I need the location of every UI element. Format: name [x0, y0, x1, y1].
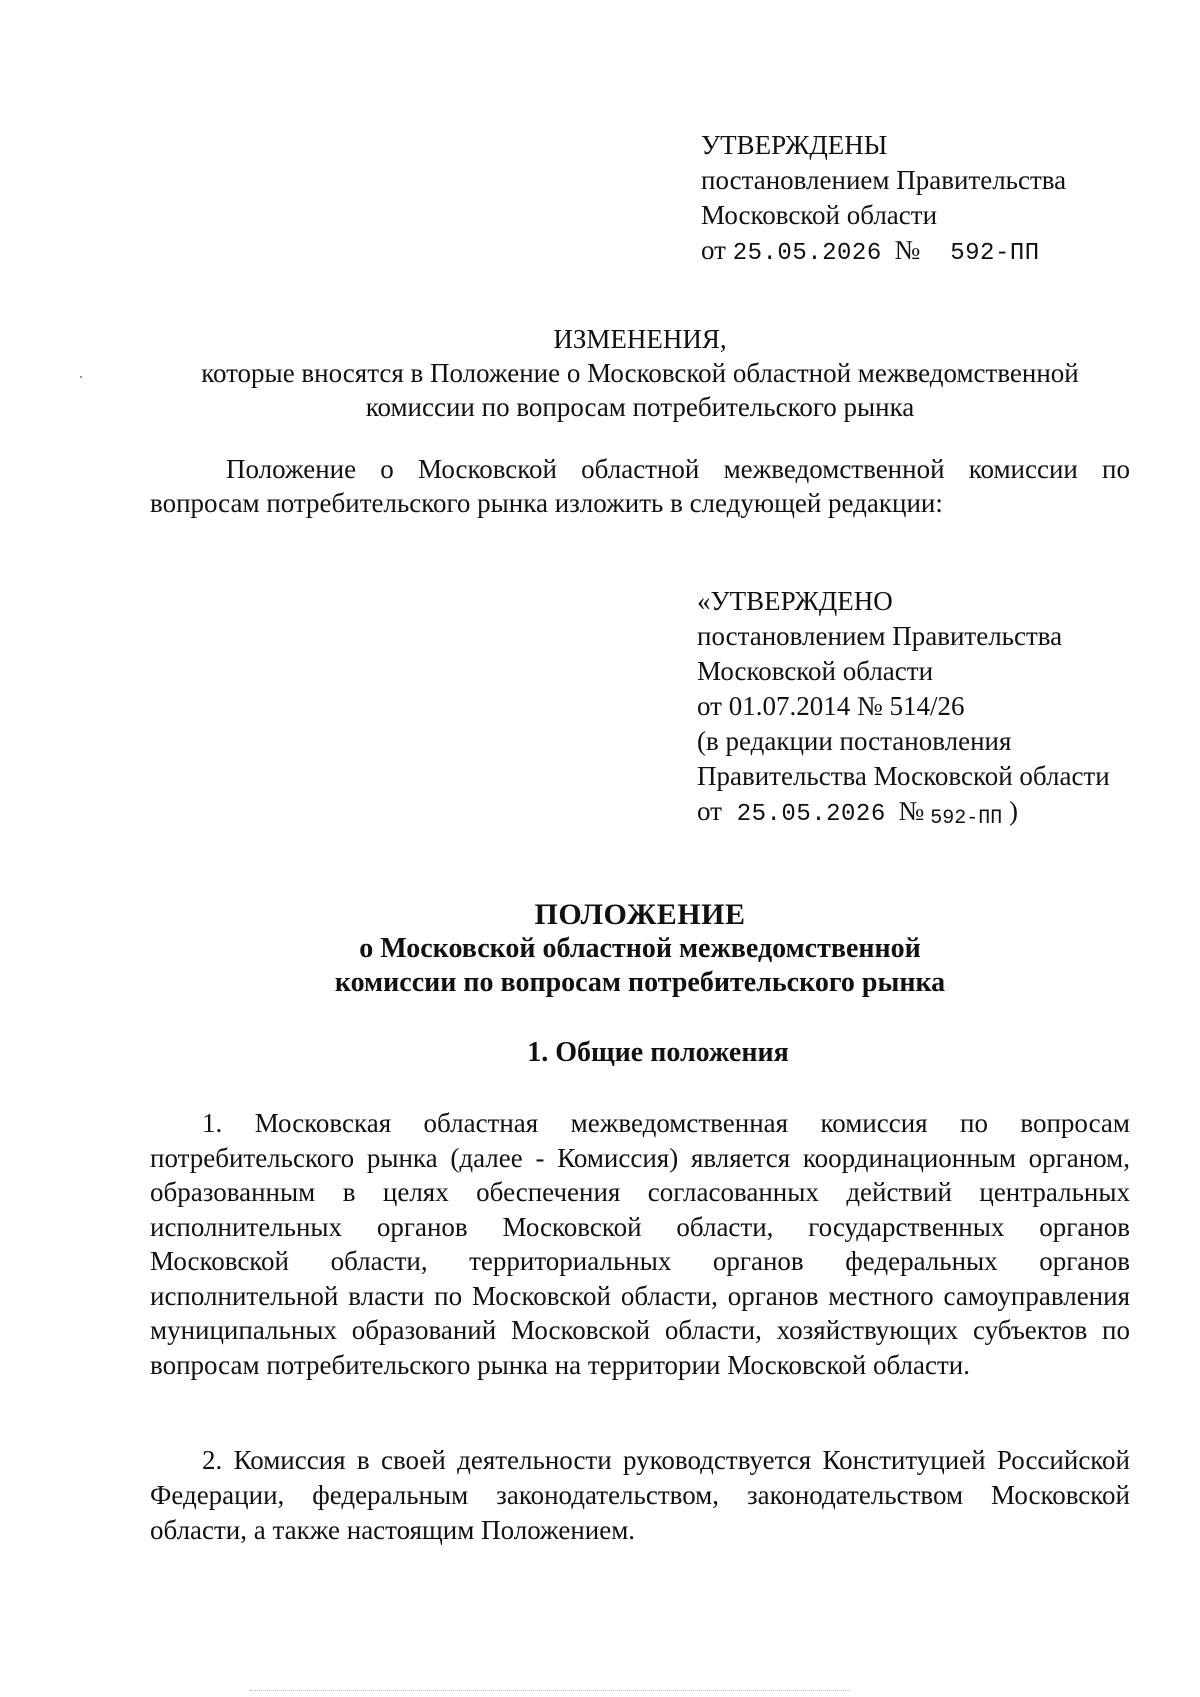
- approval-date-line: [697, 794, 1110, 833]
- scan-speck: [80, 376, 82, 378]
- approval-title: «УТВЕРЖДЕНО: [697, 586, 893, 616]
- paragraph-2: 2. Комиссия в своей деятельности руководствуется Конституцией Российской Федерации, федеральным законодательством, законодательством Московской области, а также настоящим Положением.: [150, 1445, 1130, 1545]
- approval-number: 592-ПП: [930, 807, 1003, 830]
- closing-paren: ): [1009, 796, 1019, 826]
- approval-number: 592-ПП: [950, 240, 1040, 267]
- approval-stamp-top: [701, 128, 1066, 271]
- approval-date-line: [701, 233, 1066, 271]
- changes-title: ИЗМЕНЕНИЯ,: [553, 324, 727, 354]
- regulation-subtitle-line: о Московской областной межведомственной: [359, 933, 921, 964]
- paragraph-1: 1. Московская областная межведомственная комиссия по вопросам потребительского рынка (далее - Комиссия) является координационным органом, образованным в целях обеспечения согласованных действий центральных исполнительных органов Московской области, государственных органов Московской области, территориальных органов федеральных органов исполнительной власти по Московской области, органов местного самоуправления муниципальных образований Московской области, хозяйствующих субъектов по вопросам потребительского рынка на территории Московской области.: [150, 1108, 1130, 1380]
- approval-title: УТВЕРЖДЕНЫ: [701, 130, 888, 160]
- approval-date: 25.05.2026: [736, 801, 886, 828]
- approval-line: Московской области: [697, 656, 934, 686]
- number-sign: №: [894, 235, 921, 265]
- approval-line: Московской области: [701, 200, 938, 230]
- approval-stamp-inner: [697, 584, 1110, 833]
- date-prefix: от: [701, 235, 726, 265]
- changes-subtitle-line: которые вносятся в Положение о Московской областной межведомственной: [201, 358, 1079, 388]
- intro-paragraph: Положение о Московской областной межведомственной комиссии по вопросам потребительского рынка изложить в следующей редакции:: [150, 454, 1130, 518]
- approval-line: постановлением Правительства: [701, 165, 1067, 195]
- approval-line: постановлением Правительства: [697, 621, 1063, 651]
- changes-subtitle-line: комиссии по вопросам потребительского рынка: [365, 392, 915, 422]
- approval-line: Правительства Московской области: [697, 761, 1110, 791]
- regulation-heading: ПОЛОЖЕНИЕ: [534, 898, 746, 931]
- approval-line: от 01.07.2014 № 514/26: [697, 691, 965, 721]
- date-prefix: от: [697, 796, 722, 826]
- changes-header: [150, 322, 1130, 424]
- section-heading: 1. Общие положения: [527, 1037, 789, 1068]
- number-sign: №: [898, 796, 925, 826]
- regulation-title: [150, 898, 1130, 1000]
- scan-artifacts: [250, 1690, 850, 1695]
- regulation-subtitle-line: комиссии по вопросам потребительского рынка: [334, 967, 946, 998]
- approval-date: 25.05.2026: [732, 240, 882, 267]
- approval-line: (в редакции постановления: [697, 726, 1012, 756]
